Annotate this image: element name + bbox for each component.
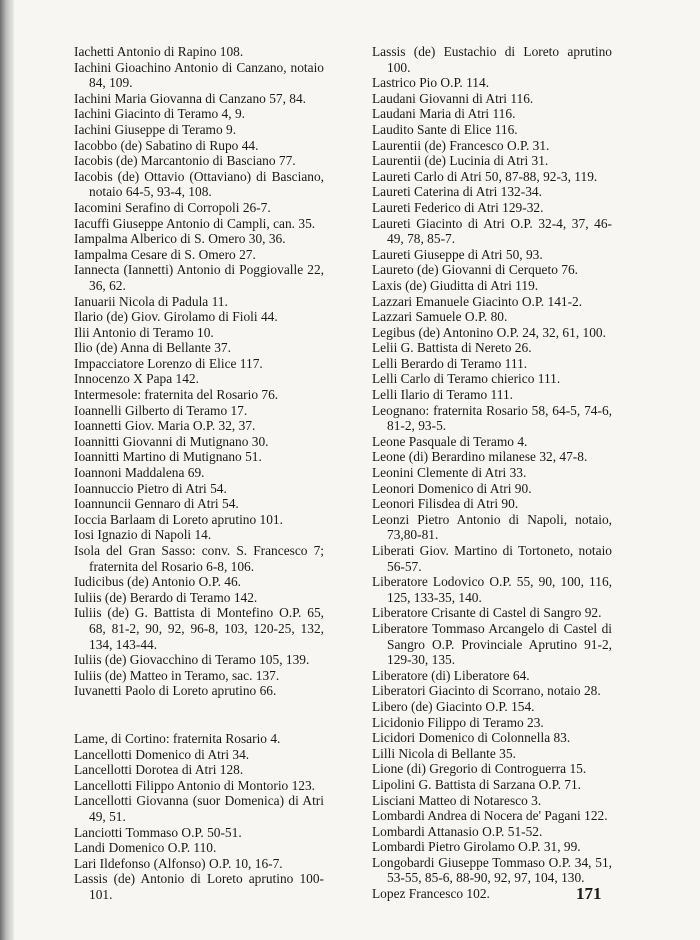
index-entry: Lelli Carlo di Teramo chierico 111. [372, 371, 561, 387]
index-entry: Innocenzo X Papa 142. [74, 371, 199, 387]
index-entry: Lazzari Samuele O.P. 80. [372, 309, 508, 325]
index-entry: Liberatore Tommaso Arcangelo di Castel di Sangro O.P. Provinciale Aprutino 91-2, 129-30, 135. [372, 620, 612, 668]
index-entry: Ioannetti Giov. Maria O.P. 32, 37. [74, 418, 256, 434]
index-entry: Iachini Gioachino Antonio di Canzano, notaio 84, 109. [74, 59, 324, 91]
index-entry: Ilio (de) Anna di Bellante 37. [74, 340, 231, 356]
index-entry: Leone (di) Berardino milanese 32, 47-8. [372, 449, 588, 465]
index-entry: Legibus (de) Antonino O.P. 24, 32, 61, 100. [372, 324, 606, 340]
index-entry: Ioannelli Gilberto di Teramo 17. [74, 402, 248, 418]
index-entry: Longobardi Giuseppe Tommaso O.P. 34, 51, 53-55, 85-6, 88-90, 92, 97, 104, 130. [372, 854, 612, 886]
index-entry: Laureti Federico di Atri 129-32. [372, 199, 544, 215]
page-number: 171 [576, 884, 602, 903]
index-entry: Leognano: fraternita Rosario 58, 64-5, 74-6, 81-2, 93-5. [372, 402, 612, 434]
index-entry: Isola del Gran Sasso: conv. S. Francesco 7; fraternita del Rosario 6-8, 106. [74, 543, 324, 574]
index-entry: Landi Domenico O.P. 110. [74, 840, 217, 856]
index-entry: Laureti Giuseppe di Atri 50, 93. [372, 246, 543, 262]
index-entry: Lombardi Pietro Girolamo O.P. 31, 99. [372, 839, 581, 855]
index-entry: Laudani Giovanni di Atri 116. [372, 90, 534, 106]
index-entry: Lancellotti Giovanna (suor Domenica) di Atri 49, 51. [74, 793, 324, 824]
index-entry: Laurentii (de) Francesco O.P. 31. [372, 137, 550, 153]
scanned-page-edge [0, 0, 14, 940]
index-entry: Libero (de) Giacinto O.P. 154. [372, 698, 535, 714]
index-entry: Lari Ildefonso (Alfonso) O.P. 10, 16-7. [74, 855, 283, 871]
index-entry: Lanciotti Tommaso O.P. 50-51. [74, 824, 242, 840]
index-entry: Iachini Giuseppe di Teramo 9. [74, 121, 237, 137]
index-entry: Lassis (de) Antonio di Loreto aprutino 100-101. [74, 871, 324, 902]
index-entry: Laudani Maria di Atri 116. [372, 106, 516, 122]
index-entry: Lione (di) Gregorio di Controguerra 15. [372, 761, 587, 777]
index-entry: Lelli Ilario di Teramo 111. [372, 387, 513, 403]
index-entry: Ioannitti Martino di Mutignano 51. [74, 449, 262, 465]
index-entry: Lopez Francesco 102. [372, 886, 490, 902]
index-entry: Lancellotti Filippo Antonio di Montorio 123. [74, 777, 316, 793]
index-entry: Iachetti Antonio di Rapino 108. [74, 44, 244, 59]
index-entry: Liberatore (di) Liberatore 64. [372, 667, 530, 683]
index-entry: Iampalma Alberico di S. Omero 30, 36. [74, 231, 286, 247]
index-entry: Iuliis (de) Matteo in Teramo, sac. 137. [74, 667, 280, 683]
index-entry: Ioannuccio Pietro di Atri 54. [74, 480, 227, 496]
index-section-i [74, 44, 324, 699]
section-gap [74, 699, 324, 731]
index-entry: Ianuarii Nicola di Padula 11. [74, 293, 228, 309]
index-entry: Iuliis (de) G. Battista di Montefino O.P. 65, 68, 81-2, 90, 92, 96-8, 103, 120-25, 132, 134, 143-44. [74, 605, 324, 652]
index-entry: Iosi Ignazio di Napoli 14. [74, 527, 212, 543]
index-entry: Licidori Domenico di Colonnella 83. [372, 730, 571, 746]
index-entry: Iacobbo (de) Sabatino di Rupo 44. [74, 137, 259, 153]
index-entry: Lombardi Andrea di Nocera de' Pagani 122. [372, 808, 608, 824]
index-entry: Iacomini Serafino di Corropoli 26-7. [74, 199, 271, 215]
index-entry: Lazzari Emanuele Giacinto O.P. 141-2. [372, 293, 583, 309]
index-entry: Laudito Sante di Elice 116. [372, 121, 518, 137]
index-entry: Iacobis (de) Ottavio (Ottaviano) di Basciano, notaio 64-5, 93-4, 108. [74, 168, 324, 200]
index-entry: Licidonio Filippo di Teramo 23. [372, 714, 544, 730]
index-entry: Leonori Domenico di Atri 90. [372, 480, 532, 496]
index-entry: Iampalma Cesare di S. Omero 27. [74, 246, 256, 262]
index-entry: Leonori Filisdea di Atri 90. [372, 496, 519, 512]
index-entry: Laureti Carlo di Atri 50, 87-88, 92-3, 119. [372, 168, 598, 184]
index-entry: Iudicibus (de) Antonio O.P. 46. [74, 574, 242, 590]
index-section-l-continued [372, 44, 612, 902]
index-entry: Lombardi Attanasio O.P. 51-52. [372, 823, 543, 839]
index-entry: Laureti Caterina di Atri 132-34. [372, 184, 542, 200]
index-entry: Lilli Nicola di Bellante 35. [372, 745, 516, 761]
index-entry: Liberatori Giacinto di Scorrano, notaio 28. [372, 683, 601, 699]
index-entry: Lisciani Matteo di Notaresco 3. [372, 792, 542, 808]
index-entry: Lipolini G. Battista di Sarzana O.P. 71. [372, 776, 582, 792]
index-entry: Iacuffi Giuseppe Antonio di Campli, can. 35. [74, 215, 316, 231]
index-entry: Lelli Berardo di Teramo 111. [372, 355, 528, 371]
index-entry: Lassis (de) Eustachio di Loreto aprutino 100. [372, 44, 612, 75]
index-column-left [74, 44, 324, 902]
index-entry: Iuliis (de) Berardo di Teramo 142. [74, 589, 258, 605]
index-entry: Lastrico Pio O.P. 114. [372, 75, 490, 91]
index-entry: Iuvanetti Paolo di Loreto aprutino 66. [74, 683, 277, 699]
index-entry: Lame, di Cortino: fraternita Rosario 4. [74, 730, 281, 746]
index-entry: Iacobis (de) Marcantonio di Basciano 77. [74, 153, 296, 169]
index-entry: Ioannuncii Gennaro di Atri 54. [74, 496, 239, 512]
index-entry: Intermesole: fraternita del Rosario 76. [74, 387, 279, 403]
index-entry: Leonzi Pietro Antonio di Napoli, notaio, 73,80-81. [372, 511, 612, 543]
index-entry: Ilii Antonio di Teramo 10. [74, 324, 214, 340]
index-entry: Impacciatore Lorenzo di Elice 117. [74, 355, 263, 371]
index-entry: Laurentii (de) Lucinia di Atri 31. [372, 153, 549, 169]
index-entry: Lancellotti Dorotea di Atri 128. [74, 762, 244, 778]
index-entry: Ioccia Barlaam di Loreto aprutino 101. [74, 511, 283, 527]
index-entry: Liberatore Lodovico O.P. 55, 90, 100, 116, 125, 133-35, 140. [372, 574, 612, 605]
index-entry: Laureti Giacinto di Atri O.P. 32-4, 37, 46-49, 78, 85-7. [372, 215, 612, 247]
index-entry: Iannecta (Iannetti) Antonio di Poggiovalle 22, 36, 62. [74, 262, 324, 293]
index-entry: Liberati Giov. Martino di Tortoneto, notaio 56-57. [372, 543, 612, 574]
index-entry: Ioannitti Giovanni di Mutignano 30. [74, 433, 269, 449]
index-entry: Lancellotti Domenico di Atri 34. [74, 746, 250, 762]
index-entry: Laureto (de) Giovanni di Cerqueto 76. [372, 262, 579, 278]
index-entry: Laxis (de) Giuditta di Atri 119. [372, 277, 539, 293]
index-entry: Iachini Maria Giovanna di Canzano 57, 84. [74, 90, 307, 106]
index-entry: Ilario (de) Giov. Girolamo di Fioli 44. [74, 309, 278, 325]
index-entry: Ioannoni Maddalena 69. [74, 465, 205, 481]
index-entry: Lelii G. Battista di Nereto 26. [372, 340, 532, 356]
index-entry: Iachini Giacinto di Teramo 4, 9. [74, 106, 245, 122]
index-section-l [74, 731, 324, 903]
index-entry: Iuliis (de) Giovacchino di Teramo 105, 139. [74, 652, 310, 668]
index-entry: Leonini Clemente di Atri 33. [372, 465, 527, 481]
index-column-right [372, 44, 612, 902]
index-entry: Leone Pasquale di Teramo 4. [372, 433, 528, 449]
index-entry: Liberatore Crisante di Castel di Sangro 92. [372, 605, 602, 621]
